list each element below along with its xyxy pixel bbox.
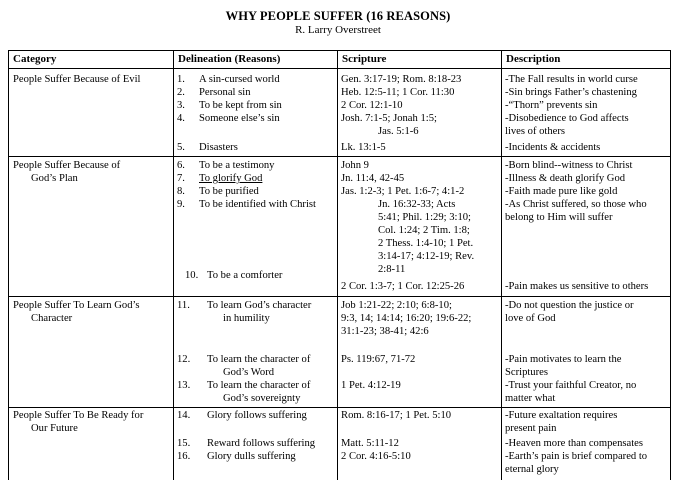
reason-number: 15. (177, 438, 191, 449)
reason-number: 11. (177, 300, 190, 311)
reason-number: 5. (177, 142, 185, 153)
category-evil: People Suffer Because of Evil (13, 74, 141, 85)
row-divider (9, 407, 671, 408)
column-divider (670, 51, 671, 480)
reason-text: Reward follows suffering (207, 438, 316, 449)
description-text: eternal glory (505, 464, 559, 475)
category-gods-plan: God’s Plan (31, 173, 78, 184)
column-divider (173, 51, 174, 480)
description-text: lives of others (505, 126, 566, 137)
reason-text: To be identified with Christ (199, 199, 316, 210)
description-text: -Pain makes us sensitive to others (505, 281, 649, 292)
scripture-ref: 2 Cor. 1:3-7; 1 Cor. 12:25-26 (341, 281, 465, 292)
reason-text: Personal sin (199, 87, 251, 98)
scripture-ref: Col. 1:24; 2 Tim. 1:8; (378, 225, 470, 236)
reason-number: 10. (185, 270, 199, 281)
reason-text: in humility (223, 313, 270, 324)
category-learn-character: People Suffer To Learn God’s (13, 300, 140, 311)
scripture-ref: Josh. 7:1-5; Jonah 1:5; (341, 113, 437, 124)
reason-text: Glory follows suffering (207, 410, 307, 421)
description-text: -Disobedience to God affects (505, 113, 629, 124)
reason-text: To be a comforter (207, 270, 283, 281)
description-text: belong to Him will suffer (505, 212, 613, 223)
description-text: -Heaven more than compensates (505, 438, 643, 449)
reason-number: 7. (177, 173, 185, 184)
reason-text: A sin-cursed world (199, 74, 280, 85)
scripture-ref: 3:14-17; 4:12-19; Rev. (378, 251, 475, 262)
description-text: -Sin brings Father’s chastening (505, 87, 637, 98)
page-title: WHY PEOPLE SUFFER (16 REASONS) (225, 9, 451, 23)
reason-text: Glory dulls suffering (207, 451, 296, 462)
scripture-ref: 2 Cor. 12:1-10 (341, 100, 403, 111)
description-text: love of God (505, 313, 556, 324)
description-text: -Illness & death glorify God (505, 173, 626, 184)
scripture-ref: 1 Pet. 4:12-19 (341, 380, 401, 391)
description-text: -Earth’s pain is brief compared to (505, 451, 648, 462)
suffering-table (8, 50, 671, 480)
description-text: -Incidents & accidents (505, 142, 601, 153)
reason-text: To learn God’s character (207, 300, 312, 311)
description-text: -The Fall results in world curse (505, 74, 638, 85)
scripture-ref: Jas. 1:2-3; 1 Pet. 1:6-7; 4:1-2 (341, 186, 465, 197)
description-text: -Faith made pure like gold (505, 186, 618, 197)
column-header-description: Description (506, 53, 561, 65)
author-name: R. Larry Overstreet (295, 24, 381, 36)
scripture-ref: Matt. 5:11-12 (341, 438, 399, 449)
category-gods-plan: People Suffer Because of (13, 160, 121, 171)
scripture-ref: 31:1-23; 38-41; 42:6 (341, 326, 429, 337)
reason-text: To be kept from sin (199, 100, 282, 111)
description-text: -Do not question the justice or (505, 300, 634, 311)
reason-text: Someone else’s sin (199, 113, 280, 124)
reason-number: 13. (177, 380, 191, 391)
reason-text: God’s Word (223, 367, 275, 378)
reason-text: To learn the character of (207, 380, 311, 391)
reason-number: 4. (177, 113, 185, 124)
scripture-ref: 2:8-11 (378, 264, 406, 275)
reason-number: 6. (177, 160, 185, 171)
reason-text: To learn the character of (207, 354, 311, 365)
reason-text: Disasters (199, 142, 238, 153)
scripture-ref: Job 1:21-22; 2:10; 6:8-10; (341, 300, 452, 311)
reason-number: 16. (177, 451, 191, 462)
scripture-ref: 2 Thess. 1:4-10; 1 Pet. (378, 238, 474, 249)
reason-number: 12. (177, 354, 191, 365)
description-text: -Future exaltation requires (505, 410, 618, 421)
column-header-category: Category (13, 53, 57, 65)
category-ready-future: Our Future (31, 423, 78, 434)
scripture-ref: Ps. 119:67, 71-72 (341, 354, 416, 365)
scripture-ref: Jn. 16:32-33; Acts (378, 199, 456, 210)
scripture-ref: John 9 (341, 160, 369, 171)
category-learn-character: Character (31, 313, 73, 324)
scripture-ref: 9:3, 14; 14:14; 16:20; 19:6-22; (341, 313, 472, 324)
description-text: Scriptures (505, 367, 548, 378)
description-text: present pain (505, 423, 557, 434)
scripture-ref: Gen. 3:17-19; Rom. 8:18-23 (341, 74, 462, 85)
scripture-ref: Lk. 13:1-5 (341, 142, 386, 153)
scripture-ref: Rom. 8:16-17; 1 Pet. 5:10 (341, 410, 452, 421)
column-header-scripture: Scripture (342, 53, 387, 65)
description-text: -As Christ suffered, so those who (505, 199, 647, 210)
column-divider (337, 51, 338, 480)
reason-number: 1. (177, 74, 185, 85)
reason-text: To be purified (199, 186, 259, 197)
description-text: -Pain motivates to learn the (505, 354, 622, 365)
reason-number: 3. (177, 100, 185, 111)
scripture-ref: Jn. 11:4, 42-45 (341, 173, 405, 184)
description-text: -“Thorn” prevents sin (505, 100, 598, 111)
reason-number: 8. (177, 186, 185, 197)
description-text: -Trust your faithful Creator, no (505, 380, 637, 391)
reason-text: To be a testimony (199, 160, 275, 171)
table-header-row (9, 51, 671, 69)
scripture-ref: 2 Cor. 4:16-5:10 (341, 451, 411, 462)
reason-number: 2. (177, 87, 185, 98)
scripture-ref: 5:41; Phil. 1:29; 3:10; (378, 212, 472, 223)
row-divider (9, 296, 671, 297)
description-text: -Born blind--witness to Christ (505, 160, 633, 171)
reason-text: To glorify God (199, 173, 263, 184)
description-text: matter what (505, 393, 556, 404)
scripture-ref: Heb. 12:5-11; 1 Cor. 11:30 (341, 87, 455, 98)
column-divider (501, 51, 502, 480)
category-ready-future: People Suffer To Be Ready for (13, 410, 144, 421)
column-header-delineation: Delineation (Reasons) (178, 53, 281, 65)
reason-number: 14. (177, 410, 191, 421)
row-divider (9, 156, 671, 157)
scripture-ref: Jas. 5:1-6 (378, 126, 419, 137)
reason-text: God’s sovereignty (223, 393, 301, 404)
reason-number: 9. (177, 199, 185, 210)
